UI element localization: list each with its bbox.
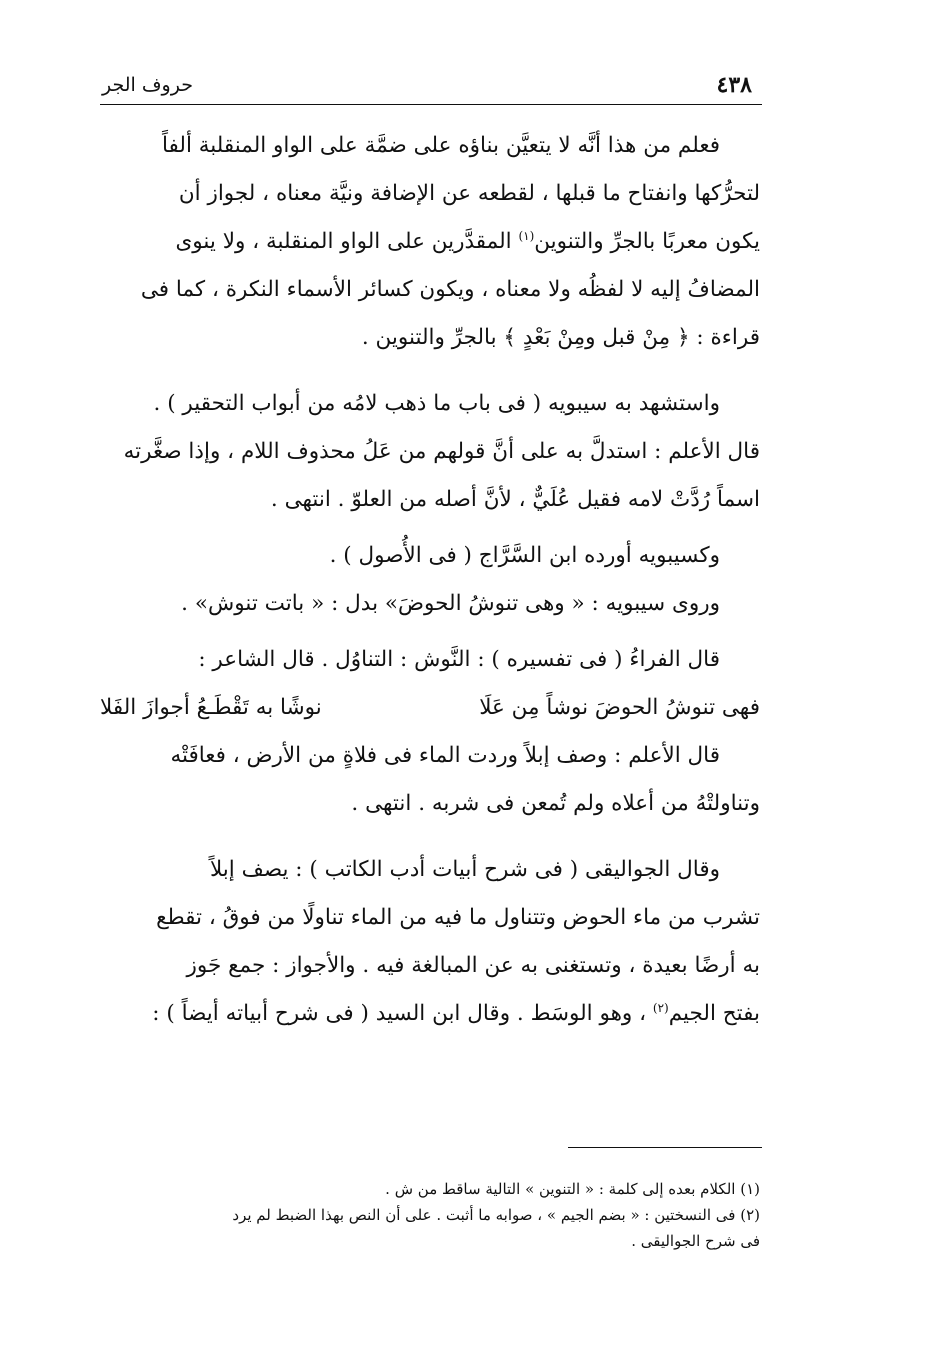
text-line: قال الفراءُ ( فى تفسيره ) : النَّوش : التناوُل . قال الشاعر :: [198, 647, 720, 672]
running-title: حروف الجر: [102, 74, 193, 96]
text-line: وكسيبويه أورده ابن السَّرَّاج ( فى الأُصول ) .: [329, 543, 720, 568]
footnote-2: (٢) فى النسختين : « بضم الجيم » ، صوابه ما أثبت . على أن النص بهذا الضبط لم يرد: [232, 1206, 760, 1224]
text-line: [100, 990, 760, 1038]
first-hemistich: فهى تنوشُ الحوضَ نوشاً مِن عَلَا: [479, 695, 760, 720]
text-span: المقدَّرين على الواو المنقلبة ، ولا ينوى: [175, 229, 519, 254]
paragraph-4: [100, 636, 760, 684]
page-header: [98, 68, 760, 102]
paragraph-5: [100, 732, 760, 828]
paragraph-1: [100, 122, 760, 362]
footnote-ref-1: (١): [518, 228, 535, 243]
paragraph-6: [100, 846, 760, 1038]
footnotes: [100, 1176, 760, 1254]
text-line: [100, 218, 760, 266]
text-line: المضافُ إليه لا لفظُه ولا معناه ، ويكون كسائر الأسماء النكرة ، كما فى: [140, 277, 760, 302]
text-span: يكون معربًا بالجرِّ والتنوين: [534, 229, 760, 254]
text-line: قراءة : ﴿ مِنْ قبل ومِنْ بَعْدٍ ﴾ بالجرِّ والتنوين .: [361, 325, 760, 350]
footnote-rule: [568, 1147, 762, 1148]
text-line: به أرضًا بعيدة ، وتستغنى به عن المبالغة فيه . والأجواز : جمع جَوز: [186, 953, 760, 978]
footnote-1: (١) الكلام بعده إلى كلمة : « التنوين » التالية ساقط من ش .: [385, 1180, 760, 1198]
text-line: وقال الجواليقى ( فى شرح أبيات أدب الكاتب ) : يصف إبلاً: [209, 857, 720, 882]
text-span: بفتح الجيم: [668, 1001, 760, 1026]
text-line: قال الأعلم : وصف إبلاً وردت الماء فى فلاةٍ من الأرض ، فعافَتْه: [170, 743, 720, 768]
text-line: وتناولتْهُ من أعلاه ولم تُمعن فى شربه . انتهى .: [351, 791, 760, 816]
second-hemistich: نوشًا به تَقْطَـعُ أجوازَ الفَلا: [100, 695, 322, 720]
paragraph-3: [100, 532, 760, 628]
page-number: ٤٣٨: [716, 72, 752, 98]
text-line: تشرب من ماء الحوض وتتناول ما فيه من الماء تناولًا من فوقُ ، تقطع: [156, 905, 760, 930]
text-line: واستشهد به سيبويه ( فى باب ما ذهب لامُه من أبواب التحقير ) .: [153, 391, 720, 416]
header-rule: [100, 104, 762, 105]
text-line: وروى سيبويه : « وهى تنوشُ الحوضَ» بدل : « باتت تنوش» .: [181, 591, 720, 616]
text-span: ، وهو الوسَط . وقال ابن السيد ( فى شرح أبياته أيضاً ) :: [152, 1001, 653, 1026]
footnote-ref-2: (٢): [652, 1000, 669, 1015]
poetry-verse: [100, 684, 760, 732]
text-line: لتحرُّكها وانفتاح ما قبلها ، لقطعه عن الإضافة ونيَّة معناه ، لجواز أن: [178, 181, 760, 206]
text-line: فعلم من هذا أنَّه لا يتعيَّن بناؤه على ضمَّة على الواو المنقلبة ألفاً: [161, 133, 720, 158]
main-text: [100, 122, 760, 1038]
text-line: اسماً رُدَّتْ لامه فقيل عُلَيٌّ ، لأنَّ أصله من العلوّ . انتهى .: [270, 487, 760, 512]
paragraph-2: [100, 380, 760, 524]
text-line: قال الأعلم : استدلَّ به على أنَّ قولهم من عَلُ محذوف اللام ، وإذا صغَّرته: [123, 439, 760, 464]
footnote-2-continued: فى شرح الجواليقى .: [631, 1232, 760, 1250]
